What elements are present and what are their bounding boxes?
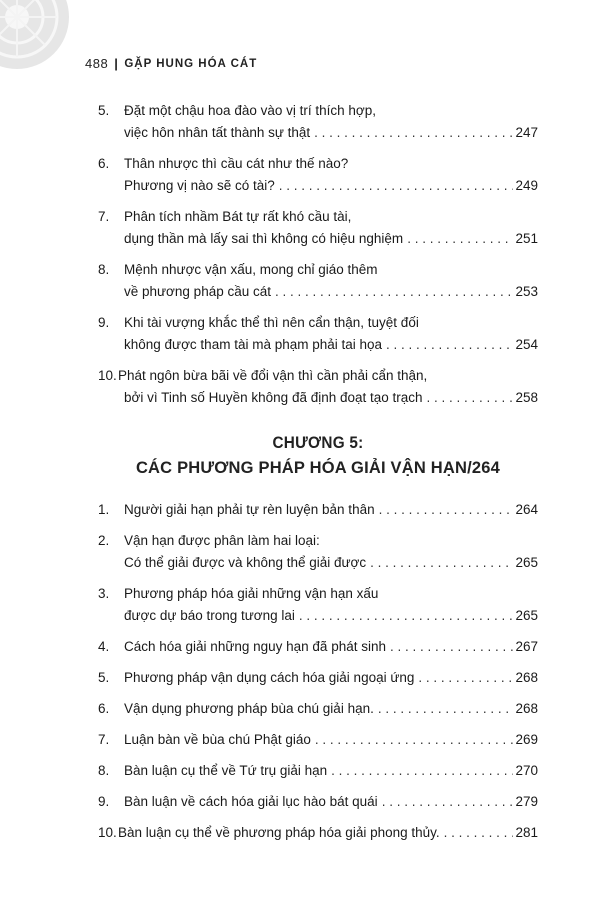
- dot-leader: [299, 605, 514, 627]
- toc-entry-page: 270: [515, 763, 538, 778]
- toc-entry-line: [98, 530, 538, 552]
- decorative-medallion-icon: [0, 0, 72, 72]
- toc-entry-page: 249: [515, 178, 538, 193]
- toc-entry-text: Phân tích nhầm Bát tự rất khó cầu tài,: [124, 209, 352, 224]
- toc-entry-number: 6.: [98, 156, 110, 171]
- toc-entry-text: Khi tài vượng khắc thể thì nên cẩn thận, tuyệt đối: [124, 315, 419, 330]
- toc-entry-line: [98, 760, 538, 782]
- dot-leader: [407, 228, 513, 250]
- toc-entry-number: 8.: [98, 763, 110, 778]
- toc-section-top: [98, 100, 538, 418]
- book-title: GẶP HUNG HÓA CÁT: [124, 57, 258, 70]
- toc-entry-line: [98, 312, 538, 334]
- toc-entry: [98, 822, 538, 844]
- toc-entry-text: Đặt một chậu hoa đào vào vị trí thích hợp,: [124, 103, 376, 118]
- toc-entry-number: 3.: [98, 586, 110, 601]
- toc-entry-page: 265: [515, 608, 538, 623]
- dot-leader: [331, 760, 513, 782]
- toc-entry-number: 5.: [98, 670, 110, 685]
- dot-leader: [379, 499, 514, 521]
- toc-entry-number: 10.: [98, 368, 117, 383]
- toc-entry: [98, 365, 538, 409]
- toc-entry: [98, 729, 538, 751]
- toc-entry: [98, 791, 538, 813]
- toc-entry-number: 6.: [98, 701, 110, 716]
- toc-entry: [98, 760, 538, 782]
- toc-entry-text: Bàn luận cụ thể về phương pháp hóa giải phong thủy.: [118, 825, 440, 840]
- toc-entry-line: [98, 281, 538, 303]
- toc-entry-line: [98, 667, 538, 689]
- toc-entry-page: 264: [515, 502, 538, 517]
- dot-leader: [444, 822, 514, 844]
- toc-entry-line: [98, 698, 538, 720]
- toc-entry-number: 10.: [98, 825, 117, 840]
- dot-leader: [314, 122, 513, 144]
- toc-entry-text: Phát ngôn bừa bãi về đổi vận thì cần phải cẩn thận,: [118, 368, 428, 383]
- dot-leader: [382, 791, 514, 813]
- chapter-heading: [98, 433, 538, 478]
- toc-entry-text: bởi vì Tinh số Huyền không đã định đoạt tạo trạch: [124, 390, 423, 405]
- toc-section-bottom: [98, 499, 538, 853]
- toc-entry: [98, 499, 538, 521]
- toc-entry-number: 1.: [98, 502, 110, 517]
- toc-entry: [98, 530, 538, 574]
- toc-entry-page: 268: [515, 701, 538, 716]
- toc-entry-page: 281: [515, 825, 538, 840]
- toc-entry-number: 9.: [98, 315, 110, 330]
- toc-entry: [98, 100, 538, 144]
- toc-entry-page: 267: [515, 639, 538, 654]
- toc-entry: [98, 206, 538, 250]
- dot-leader: [378, 698, 514, 720]
- toc-entry-line: [98, 583, 538, 605]
- toc-entry-line: [98, 365, 538, 387]
- toc-entry-line: [98, 334, 538, 356]
- toc-entry-text: không được tham tài mà phạm phải tai họa: [124, 337, 383, 352]
- toc-entry-line: [98, 605, 538, 627]
- toc-entry-line: [98, 499, 538, 521]
- toc-entry-line: [98, 791, 538, 813]
- toc-entry-line: [98, 387, 538, 409]
- dot-leader: [315, 729, 514, 751]
- toc-entry-number: 8.: [98, 262, 110, 277]
- toc-entry-page: 279: [515, 794, 538, 809]
- dot-leader: [418, 667, 513, 689]
- page-number: 488: [85, 56, 109, 71]
- toc-entry-line: [98, 122, 538, 144]
- toc-entry: [98, 312, 538, 356]
- toc-entry-page: 247: [515, 125, 538, 140]
- toc-entry-line: [98, 636, 538, 658]
- toc-entry-text: dụng thần mà lấy sai thì không có hiệu nghiệm: [124, 231, 404, 246]
- dot-leader: [370, 552, 513, 574]
- dot-leader: [390, 636, 513, 658]
- chapter-title: CÁC PHƯƠNG PHÁP HÓA GIẢI VẬN HẠN/264: [135, 459, 501, 477]
- toc-entry-text: Có thể giải được và không thể giải được: [124, 555, 367, 570]
- toc-entry-text: Phương vị nào sẽ có tài?: [124, 178, 275, 193]
- toc-entry-text: Vận hạn được phân làm hai loại:: [124, 533, 320, 548]
- toc-entry-text: Phương pháp vận dụng cách hóa giải ngoại ứng: [124, 670, 415, 685]
- toc-entry-page: 265: [515, 555, 538, 570]
- toc-entry-text: Phương pháp hóa giải những vận hạn xấu: [124, 586, 379, 601]
- toc-entry-line: [98, 228, 538, 250]
- toc-entry-text: về phương pháp cầu cát: [124, 284, 271, 299]
- toc-entry-page: 251: [515, 231, 538, 246]
- toc-entry-line: [98, 822, 538, 844]
- dot-leader: [275, 281, 513, 303]
- toc-entry: [98, 153, 538, 197]
- toc-entry-number: 5.: [98, 103, 110, 118]
- toc-entry-number: 9.: [98, 794, 110, 809]
- dot-leader: [279, 175, 514, 197]
- dot-leader: [386, 334, 513, 356]
- toc-entry-number: 7.: [98, 209, 110, 224]
- header-separator: |: [114, 56, 119, 71]
- toc-entry: [98, 583, 538, 627]
- toc-entry-page: 253: [515, 284, 538, 299]
- toc-entry-line: [98, 206, 538, 228]
- toc-entry-page: 268: [515, 670, 538, 685]
- toc-entry-number: 7.: [98, 732, 110, 747]
- toc-entry-page: 269: [515, 732, 538, 747]
- toc-entry-line: [98, 175, 538, 197]
- toc-entry-text: Thân nhược thì cầu cát như thế nào?: [124, 156, 349, 171]
- toc-entry-line: [98, 729, 538, 751]
- toc-entry-page: 258: [515, 390, 538, 405]
- toc-entry-text: được dự báo trong tương lai: [124, 608, 295, 623]
- toc-entry-text: Người giải hạn phải tự rèn luyện bản thân: [124, 502, 375, 517]
- toc-entry-number: 4.: [98, 639, 110, 654]
- toc-entry-line: [98, 100, 538, 122]
- toc-entry-text: Mệnh nhược vận xấu, mong chỉ giáo thêm: [124, 262, 378, 277]
- toc-entry: [98, 667, 538, 689]
- toc-entry-line: [98, 259, 538, 281]
- toc-entry-text: Vận dụng phương pháp bùa chú giải hạn.: [124, 701, 374, 716]
- running-header: [85, 56, 257, 71]
- toc-entry-page: 254: [515, 337, 538, 352]
- toc-entry-line: [98, 552, 538, 574]
- dot-leader: [427, 387, 514, 409]
- toc-entry-text: Luận bàn về bùa chú Phật giáo: [124, 732, 311, 747]
- chapter-number: CHƯƠNG 5:: [272, 433, 364, 452]
- toc-entry: [98, 698, 538, 720]
- toc-entry-text: Bàn luận về cách hóa giải lục hào bát quái: [124, 794, 378, 809]
- toc-entry-number: 2.: [98, 533, 110, 548]
- toc-entry-line: [98, 153, 538, 175]
- toc-entry: [98, 259, 538, 303]
- toc-entry-text: việc hôn nhân tất thành sự thật: [124, 125, 311, 140]
- toc-entry-text: Bàn luận cụ thể về Tứ trụ giải hạn: [124, 763, 328, 778]
- toc-entry-text: Cách hóa giải những nguy hạn đã phát sinh: [124, 639, 386, 654]
- toc-entry: [98, 636, 538, 658]
